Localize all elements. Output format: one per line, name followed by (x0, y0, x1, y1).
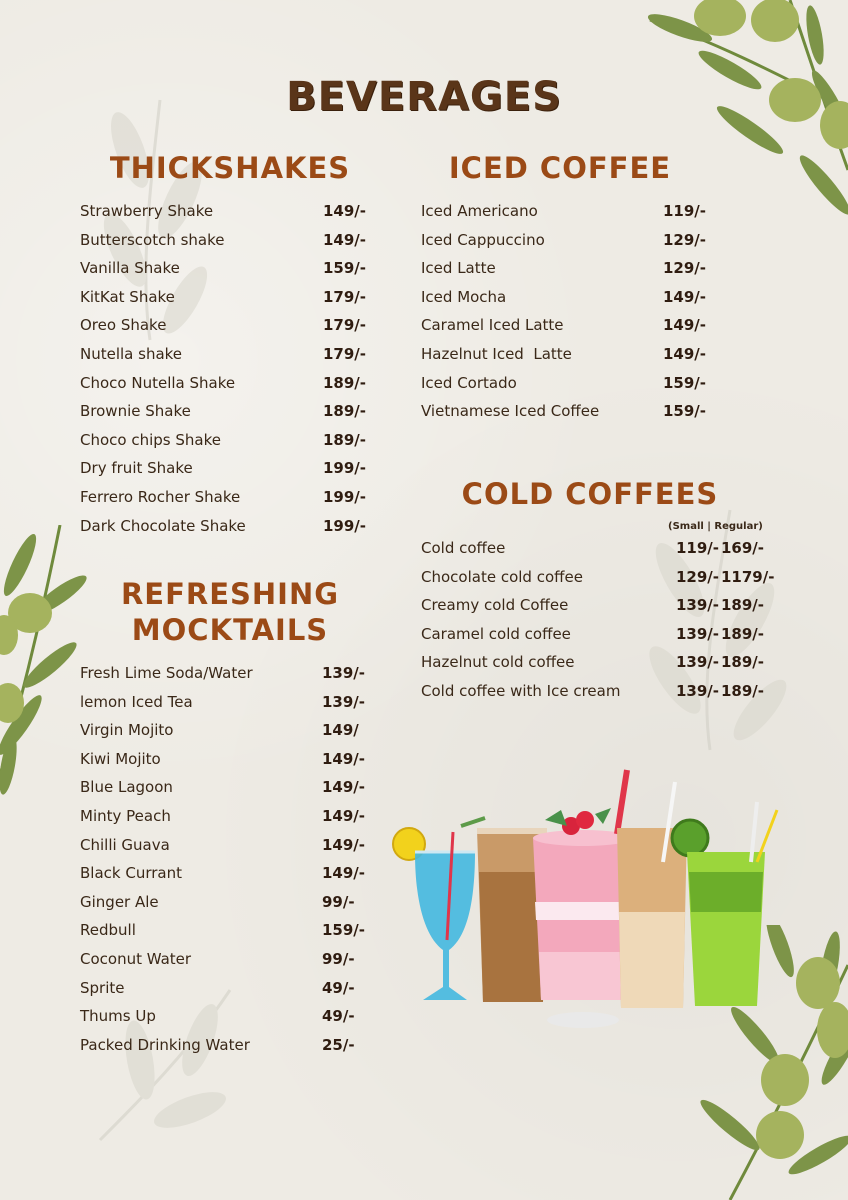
strawberry-shake-glass-icon (533, 770, 633, 1028)
item-name: Redbull (80, 921, 136, 940)
menu-item (80, 202, 380, 231)
drinks-illustration (385, 762, 805, 1030)
cold-coffees-list (421, 539, 781, 711)
menu-item (80, 693, 380, 722)
item-price: 149/- (663, 316, 707, 335)
menu-item (421, 288, 721, 317)
item-price-small: 139/- (676, 653, 720, 672)
item-name: Iced Americano (421, 202, 538, 220)
menu-item (80, 459, 380, 488)
item-name: Kiwi Mojito (80, 749, 161, 768)
blue-lagoon-glass-icon (393, 828, 475, 1000)
item-price: 149/- (322, 806, 366, 825)
section-title-line: REFRESHING (120, 577, 340, 611)
menu-item (80, 979, 380, 1008)
menu-item (421, 345, 721, 374)
item-name: Dark Chocolate Shake (80, 516, 246, 535)
menu-item (80, 288, 380, 317)
menu-item (421, 596, 781, 625)
menu-item (421, 202, 721, 231)
item-price: 149/- (322, 778, 366, 797)
menu-item (421, 539, 781, 568)
menu-item (80, 1007, 380, 1036)
menu-item (80, 431, 380, 460)
menu-item (80, 1036, 380, 1065)
item-price: 139/- (322, 692, 366, 711)
item-price-small: 139/- (676, 596, 720, 615)
item-price-small: 119/- (676, 539, 720, 557)
item-price: 149/- (322, 864, 366, 883)
item-name: Chocolate cold coffee (421, 567, 583, 586)
item-price: 139/- (322, 664, 366, 682)
item-name: Cold coffee with Ice cream (421, 681, 621, 700)
menu-item (421, 402, 721, 431)
item-price: 189/- (323, 402, 367, 421)
item-name: Oreo Shake (80, 316, 167, 335)
item-name: Minty Peach (80, 806, 171, 825)
item-price: 189/- (323, 373, 367, 392)
item-name: Caramel Iced Latte (421, 316, 564, 335)
menu-item (80, 664, 380, 693)
menu-item (80, 316, 380, 345)
item-name: Sprite (80, 978, 125, 997)
item-name: Vanilla Shake (80, 259, 180, 278)
item-name: Virgin Mojito (80, 721, 174, 740)
item-name: Blue Lagoon (80, 778, 173, 797)
item-name: Hazelnut Iced Latte (421, 344, 572, 363)
item-price: 25/- (322, 1035, 355, 1054)
item-price-regular: 189/- (721, 596, 765, 615)
menu-item (421, 231, 721, 260)
item-price-regular: 189/- (721, 624, 765, 643)
item-name: Ferrero Rocher Shake (80, 487, 241, 506)
item-price: 149/- (323, 202, 367, 220)
item-price: 99/- (322, 949, 355, 968)
menu-item (80, 807, 380, 836)
item-price: 149/ (322, 721, 359, 740)
menu-item (80, 374, 380, 403)
item-price: 119/- (663, 202, 707, 220)
item-name: Thums Up (80, 1007, 156, 1026)
item-name: Vietnamese Iced Coffee (421, 402, 600, 421)
item-price-small: 129/- (676, 567, 720, 586)
item-price-regular: 169/- (721, 539, 765, 557)
item-price-regular: 189/- (721, 681, 765, 700)
item-name: Nutella shake (80, 344, 183, 363)
item-price: 99/- (322, 892, 355, 911)
menu-item (80, 488, 380, 517)
section-title-thickshakes: THICKSHAKES (109, 151, 351, 185)
section-title-cold-coffees: COLD COFFEES (461, 477, 719, 511)
menu-item (80, 750, 380, 779)
item-price: 199/- (323, 487, 367, 506)
menu-item (421, 259, 721, 288)
item-price: 149/- (322, 749, 366, 768)
menu-item (421, 625, 781, 654)
size-note: (Small | Regular) (668, 521, 763, 532)
item-price-small: 139/- (676, 624, 720, 643)
menu-item (421, 568, 781, 597)
olive-branch-left (0, 525, 90, 795)
item-price-small: 139/- (676, 681, 720, 700)
item-name: Fresh Lime Soda/Water (80, 664, 253, 682)
item-price: 129/- (663, 230, 707, 249)
item-price: 159/- (663, 373, 707, 392)
item-price: 149/- (322, 835, 366, 854)
menu-item (80, 950, 380, 979)
menu-item (80, 836, 380, 865)
item-name: Creamy cold Coffee (421, 596, 569, 615)
item-name: Dry fruit Shake (80, 459, 193, 478)
item-price: 199/- (323, 459, 367, 478)
item-name: Cold coffee (421, 539, 506, 557)
item-name: Iced Mocha (421, 287, 507, 306)
item-name: Choco chips Shake (80, 430, 221, 449)
iced-coffee-list (421, 202, 721, 431)
item-name: Packed Drinking Water (80, 1035, 250, 1054)
menu-item (80, 893, 380, 922)
item-price: 159/- (663, 402, 707, 421)
item-name: Butterscotch shake (80, 230, 225, 249)
item-name: KitKat Shake (80, 287, 175, 306)
item-price: 149/- (663, 287, 707, 306)
item-price: 159/- (322, 921, 366, 940)
page-title: BEVERAGES (286, 74, 562, 120)
item-name: Strawberry Shake (80, 202, 214, 220)
item-price: 49/- (322, 1007, 355, 1026)
menu-item (80, 778, 380, 807)
item-name: Iced Cappuccino (421, 230, 545, 249)
item-name: Hazelnut cold coffee (421, 653, 575, 672)
item-name: Chilli Guava (80, 835, 170, 854)
item-name: Coconut Water (80, 949, 192, 968)
item-price: 179/- (323, 316, 367, 335)
item-name: Choco Nutella Shake (80, 373, 236, 392)
item-price: 199/- (323, 516, 367, 535)
section-title-iced-coffee: ICED COFFEE (448, 151, 672, 185)
item-name: Black Currant (80, 864, 182, 883)
menu-item (80, 259, 380, 288)
item-name: Caramel cold coffee (421, 624, 571, 643)
section-title-mocktails (80, 576, 380, 648)
item-name: lemon Iced Tea (80, 692, 193, 711)
item-price: 149/- (663, 344, 707, 363)
item-price: 149/- (323, 230, 367, 249)
mocktails-list (80, 664, 380, 1064)
menu-item (80, 517, 380, 546)
menu-item (80, 864, 380, 893)
item-price: 179/- (323, 287, 367, 306)
menu-item (80, 345, 380, 374)
section-title-line: MOCKTAILS (131, 613, 329, 647)
item-price: 159/- (323, 259, 367, 278)
menu-item (421, 316, 721, 345)
item-price-regular: 189/- (721, 653, 765, 672)
item-price: 189/- (323, 430, 367, 449)
menu-item (80, 231, 380, 260)
menu-item (80, 402, 380, 431)
menu-item (80, 721, 380, 750)
thickshakes-list (80, 202, 380, 545)
menu-item (80, 921, 380, 950)
item-price-regular: 1179/- (721, 567, 775, 586)
item-name: Iced Cortado (421, 373, 517, 392)
item-name: Brownie Shake (80, 402, 191, 421)
item-name: Iced Latte (421, 259, 496, 278)
menu-item (421, 682, 781, 711)
item-price: 129/- (663, 259, 707, 278)
item-name: Ginger Ale (80, 892, 159, 911)
item-price: 49/- (322, 978, 355, 997)
menu-item (421, 653, 781, 682)
menu-item (421, 374, 721, 403)
item-price: 179/- (323, 344, 367, 363)
